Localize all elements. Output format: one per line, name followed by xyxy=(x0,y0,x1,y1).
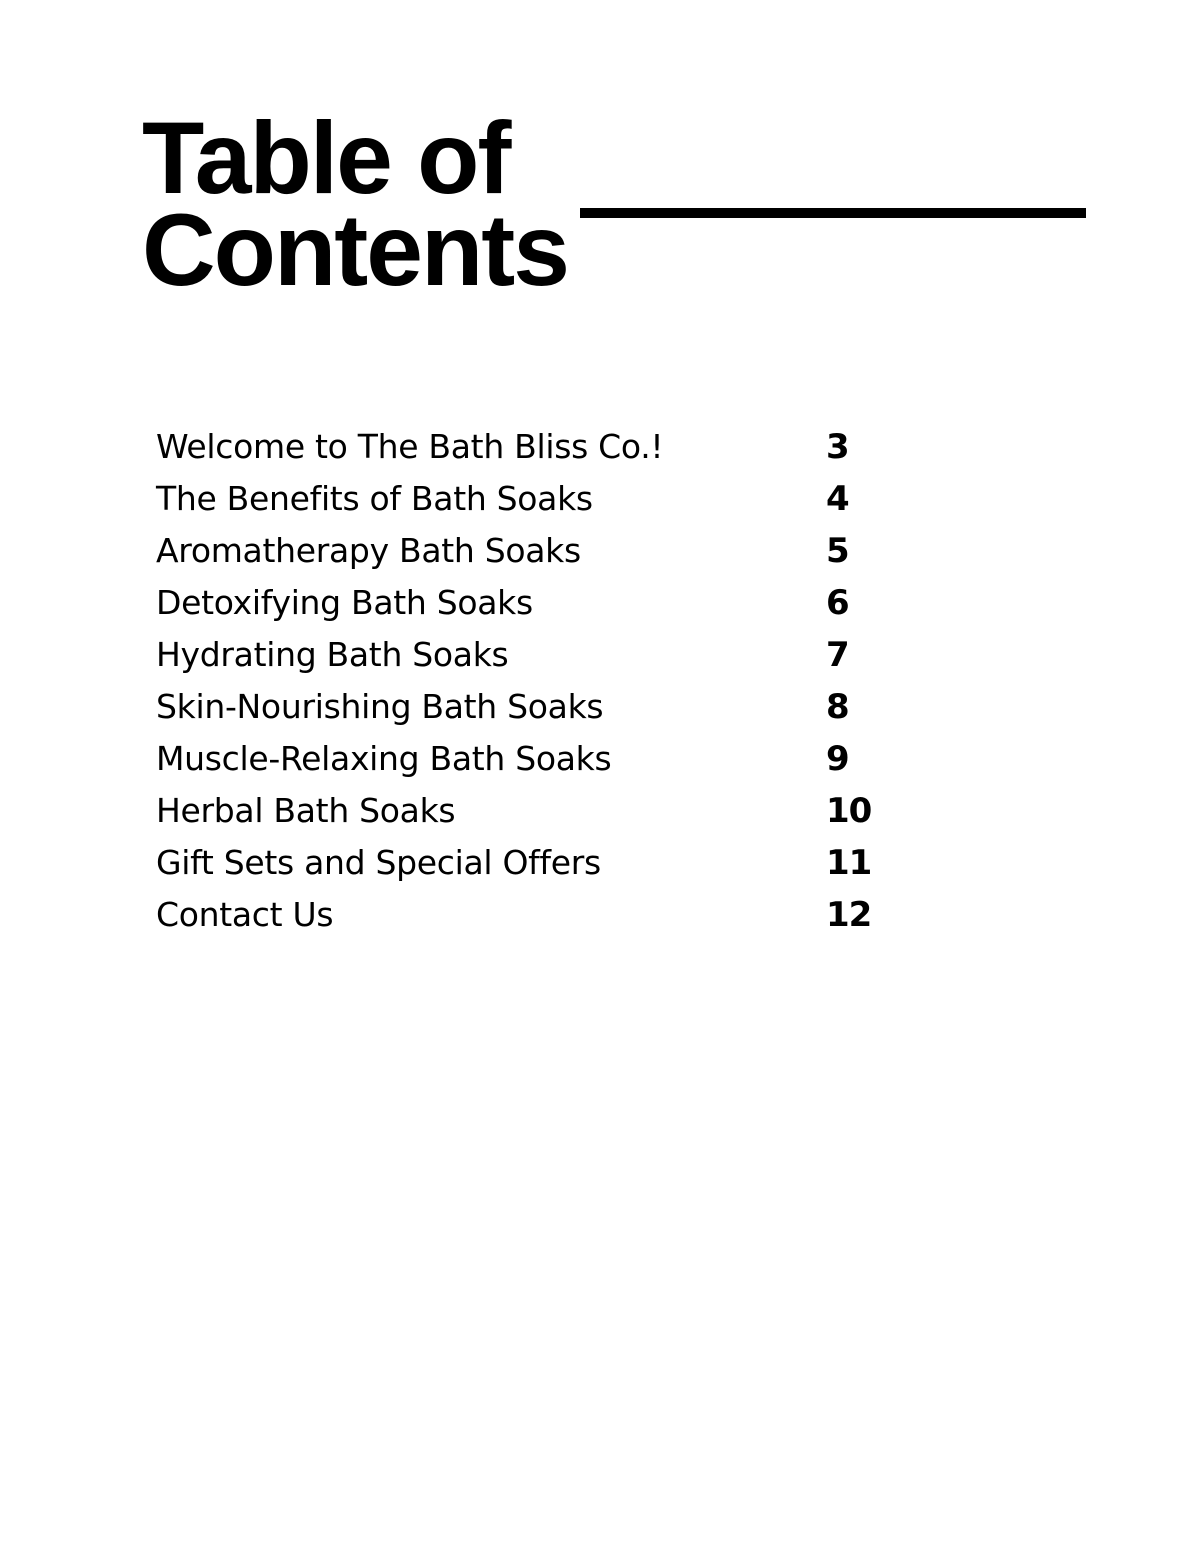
toc-entry-page-number: 11 xyxy=(826,843,872,883)
toc-entry-page-number: 3 xyxy=(826,427,849,467)
toc-entry-label: Hydrating Bath Soaks xyxy=(156,635,509,674)
toc-entry-page-number: 4 xyxy=(826,479,849,519)
toc-entry-label: Welcome to The Bath Bliss Co.! xyxy=(156,427,664,466)
toc-entry-contact[interactable] xyxy=(156,889,916,941)
toc-entry-detoxifying[interactable] xyxy=(156,577,916,629)
toc-entry-label: Aromatherapy Bath Soaks xyxy=(156,531,581,570)
toc-entry-aromatherapy[interactable] xyxy=(156,525,916,577)
toc-entry-page-number: 10 xyxy=(826,791,872,831)
toc-entry-label: Herbal Bath Soaks xyxy=(156,791,456,830)
toc-entry-label: Skin-Nourishing Bath Soaks xyxy=(156,687,604,726)
toc-entry-page-number: 8 xyxy=(826,687,849,727)
toc-entry-page-number: 7 xyxy=(826,635,849,675)
toc-entry-welcome[interactable] xyxy=(156,421,916,473)
toc-entry-label: Gift Sets and Special Offers xyxy=(156,843,601,882)
toc-entry-gift-sets[interactable] xyxy=(156,837,916,889)
toc-entry-page-number: 5 xyxy=(826,531,849,571)
table-of-contents-list xyxy=(156,421,916,941)
toc-entry-skin-nourishing[interactable] xyxy=(156,681,916,733)
toc-entry-hydrating[interactable] xyxy=(156,629,916,681)
toc-entry-muscle-relaxing[interactable] xyxy=(156,733,916,785)
toc-entry-label: The Benefits of Bath Soaks xyxy=(156,479,593,518)
toc-entry-label: Contact Us xyxy=(156,895,334,934)
toc-entry-benefits[interactable] xyxy=(156,473,916,525)
toc-entry-page-number: 12 xyxy=(826,895,872,935)
toc-entry-page-number: 9 xyxy=(826,739,849,779)
toc-entry-label: Muscle-Relaxing Bath Soaks xyxy=(156,739,612,778)
toc-entry-label: Detoxifying Bath Soaks xyxy=(156,583,533,622)
toc-entry-page-number: 6 xyxy=(826,583,849,623)
page-title xyxy=(142,101,568,307)
title-underline-rule xyxy=(580,208,1086,218)
page-title-line-1: Table of xyxy=(142,101,510,215)
toc-entry-herbal[interactable] xyxy=(156,785,916,837)
page-title-line-2: Contents xyxy=(142,193,568,307)
